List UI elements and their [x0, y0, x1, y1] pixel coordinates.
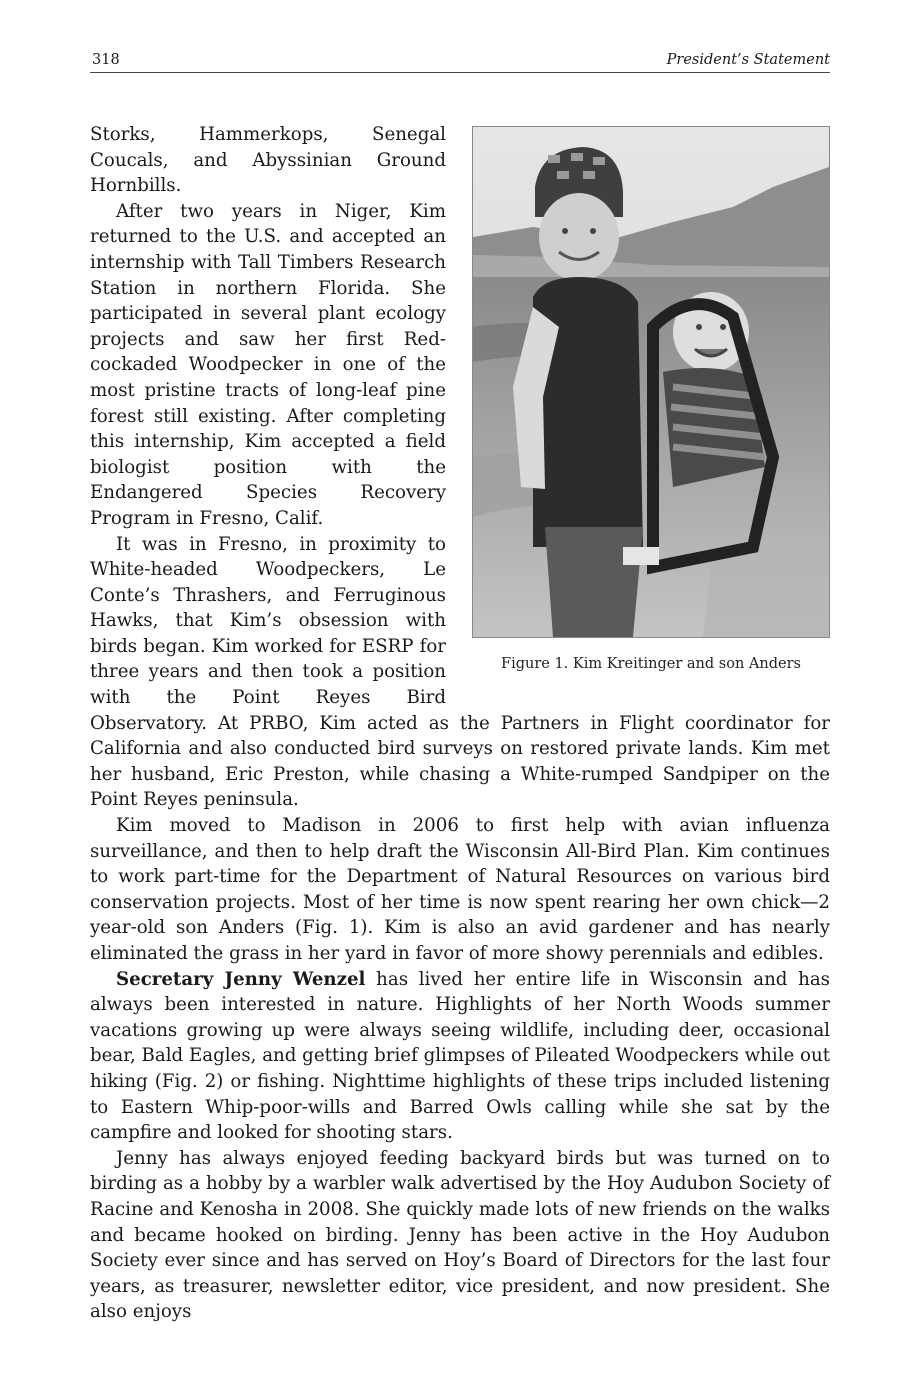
- paragraph: Kim moved to Madison in 2006 to first help with avian influenza surveillance, and then to help draft the Wisconsin All-Bird Plan. Kim continues to work part-time for the Department of Natural Resources on various bird conservation projects. Most of her time is now spent rearing her own chick—2 year-old son Anders (Fig. 1). Kim is also an avid gardener and has nearly eliminated the grass in her yard in favor of more showy perennials and edibles.: [90, 815, 830, 964]
- secretary-text: has lived her entire life in Wisconsin and has always been interested in nature. Highlights of her North Woods summer vacations growing up were always seeing wildlife, including deer, occasional bear, Bald Eagles, and getting brief glimpses of Pileated Woodpeckers while out hiking (Fig. 2) or fishing. Nighttime highlights of these trips included listening to Eastern Whip-poor-wills and Barred Owls calling while she sat by the campfire and looked for shooting stars.: [90, 968, 831, 1144]
- figure-caption: Figure 1. Kim Kreitinger and son Anders: [501, 656, 801, 672]
- paragraph: It was in Fresno, in proximity to White-headed Woodpeckers, Le Conte’s Thrashers, and Ferruginous Hawks, that Kim’s obsession with birds began. Kim worked for ESRP for three years and then took a position with the Point Reyes Bird Observatory. At PRBO, Kim acted as the Partners in Flight coordinator for California and also conducted bird surveys on restored private lands. Kim met her husband, Eric Preston, while chasing a White-rumped Sandpiper on the Point Reyes peninsula.: [90, 533, 830, 811]
- running-header: [90, 48, 830, 73]
- secretary-name: Secretary Jenny Wenzel: [116, 968, 366, 990]
- figure-1: [472, 126, 830, 674]
- running-title: President’s Statement: [666, 52, 830, 68]
- paragraph: Storks, Hammerkops, Senegal Coucals, and Abyssinian Ground Hornbills.: [90, 124, 446, 197]
- paragraph: Jenny has always enjoyed feeding backyard birds but was turned on to birding as a hobby by a warbler walk advertised by the Hoy Audubon Society of Racine and Kenosha in 2008. She quickly made lots of new friends on the walks and became hooked on birding. Jenny has been active in the Hoy Audubon Society ever since and has served on Hoy’s Board of Directors for the last four years, as treasurer, newsletter editor, vice president, and now president. She also enjoys: [90, 1147, 830, 1323]
- body-text: [90, 122, 830, 1325]
- photo-kim-and-anders: [472, 126, 830, 638]
- paragraph: After two years in Niger, Kim returned to the U.S. and accepted an internship with Tall Timbers Research Station in northern Florida. She participated in several plant ecology projects and saw her first Red-cockaded Woodpecker in one of the most pristine tracts of long-leaf pine forest still existing. After completing this internship, Kim accepted a field biologist position with the Endangered Species Recovery Program in Fresno, Calif.: [90, 200, 446, 529]
- paragraph-secretary: [90, 967, 830, 1146]
- page-number: 318: [92, 52, 120, 68]
